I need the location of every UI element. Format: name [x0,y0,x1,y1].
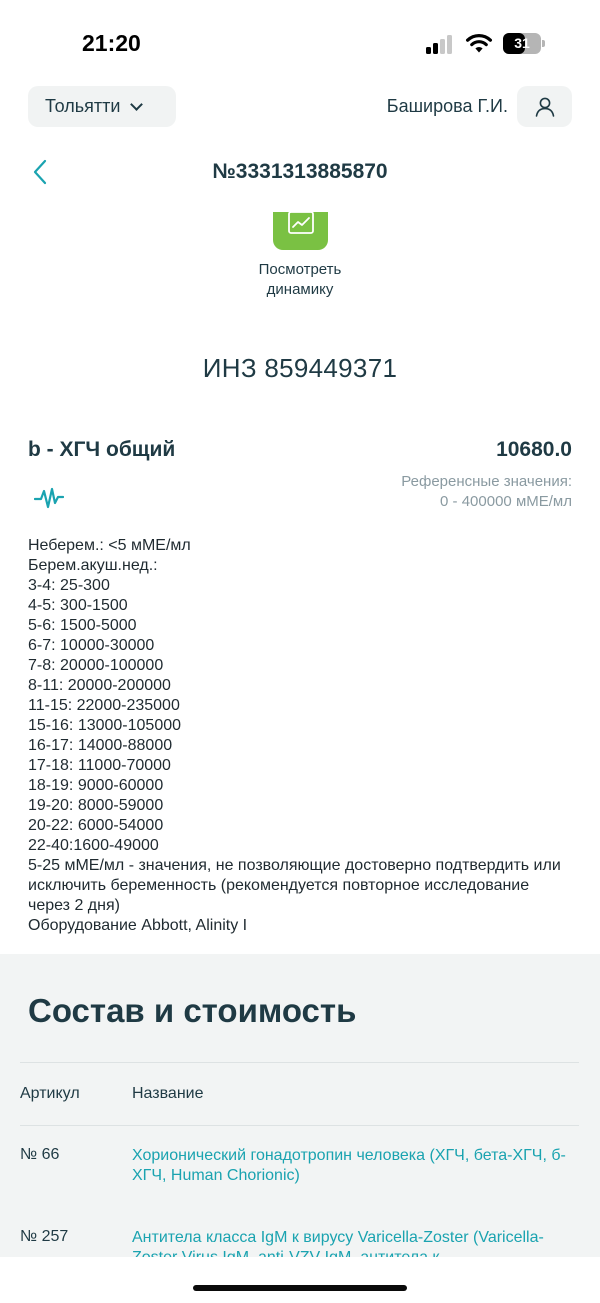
note-line: Берем.акуш.нед.: [28,557,158,574]
note-line: 15-16: 13000-105000 [28,717,182,734]
row-article: № 257 [20,1228,69,1245]
note-line: 22-40:1600-49000 [28,837,159,854]
battery-icon [503,33,541,54]
column-article: Артикул [20,1085,80,1102]
test-name: b - ХГЧ общий [28,438,176,461]
note-line: 20-22: 6000-54000 [28,817,164,834]
wifi-icon [465,32,493,54]
cellular-signal-icon [426,34,456,54]
note-line: 8-11: 20000-200000 [28,677,171,694]
user-icon [533,95,557,119]
reference-range: 0 - 400000 мМЕ/мл [440,493,572,510]
chevron-down-icon [131,98,144,111]
row-name-link[interactable]: Хорионический гонадотропин человека (ХГЧ, бета-ХГЧ, б-ХГЧ, Human Chorionic) [132,1147,566,1184]
city-select[interactable] [28,86,176,127]
note-line: Неберем.: <5 мМЕ/мл [28,537,191,554]
note-line: 16-17: 14000-88000 [28,737,173,754]
test-notes [28,536,573,936]
view-dynamics-button[interactable] [273,212,328,250]
home-indicator[interactable] [193,1285,407,1291]
test-value: 10680.0 [496,438,572,461]
pulse-icon[interactable] [34,484,64,512]
status-bar [0,0,600,84]
reference-label: Референсные значения: [401,473,572,490]
battery-cap [542,40,545,47]
status-time: 21:20 [82,30,141,56]
note-line: 18-19: 9000-60000 [28,777,164,794]
order-number-title: №3331313885870 [212,160,388,183]
note-line: 5-25 мМЕ/мл - значения, не позволяющие достоверно подтвердить или исключить беременность (рекомендуется повторное исследование через 2 дня) [28,857,561,914]
home-indicator-area [0,1257,600,1303]
note-line: 3-4: 25-300 [28,577,110,594]
note-line: 19-20: 8000-59000 [28,797,164,814]
city-label: Тольятти [45,96,121,116]
reference-values [401,472,572,512]
note-line: 4-5: 300-1500 [28,597,128,614]
profile-button[interactable] [517,86,572,127]
note-line: 5-6: 1500-5000 [28,617,137,634]
battery-percent: 31 [514,35,530,51]
composition-section [0,954,600,1303]
row-name-link[interactable]: Антитела класса IgM к вирусу Varicella-Zoster (Varicella- [132,1229,544,1246]
view-dynamics-label-line1: Посмотреть [258,261,342,278]
user-name[interactable]: Баширова Г.И. [386,96,508,116]
table-header [20,1063,579,1125]
note-line: 17-18: 11000-70000 [28,757,171,774]
note-line: Оборудование Abbott, Alinity I [28,917,248,934]
view-dynamics-label-line2: динамику [266,281,334,298]
chart-icon [286,212,316,238]
composition-table [20,1062,579,1290]
column-name: Название [132,1085,204,1102]
table-row [20,1126,579,1208]
inz-title: ИНЗ 859449371 [202,353,398,383]
note-line: 6-7: 10000-30000 [28,637,155,654]
row-article: № 66 [20,1146,60,1163]
note-line: 7-8: 20000-100000 [28,657,164,674]
note-line: 11-15: 22000-235000 [28,697,180,714]
view-dynamics-label[interactable] [200,260,400,300]
composition-title: Состав и стоимость [28,992,357,1029]
